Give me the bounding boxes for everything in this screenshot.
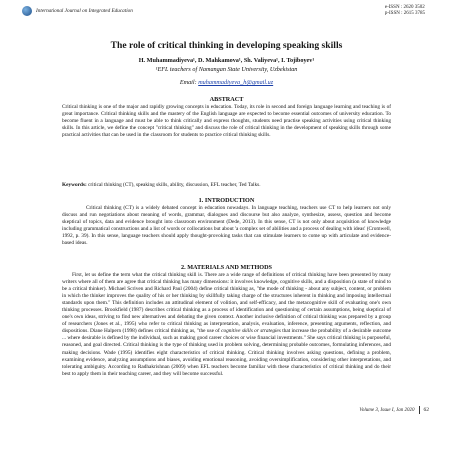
author-affiliation: ¹EFL teachers of Namangan State University, Uzbekistan	[155, 66, 298, 73]
methods-text	[62, 272, 391, 378]
introduction-text: Critical thinking (CT) is a widely debated concept in education nowadays. In language teaching, teachers use CT to help learners not only discuss and run negotiations about meaning of words, grammar, dialogues and discourse but also analyze, synthesize, assess, question and become skeptical of topics, data and evidence brought into classroom environment (Dede, 2013). In this sense, CT is not only about acquisition of knowledge including grammatical constructions and a list of words or collocations but about 'a complex set of abilities and a process of dealing with ideas' (Cromwell, 1992, p. 39). In this sense, language teachers should apply thought-provoking tasks that can stimulate learners to come up with articulate and evidence-based ideas.	[62, 205, 391, 247]
methods-text-emphasis: cognitive skills or strategies	[221, 328, 281, 335]
email-label: Email:	[179, 79, 197, 86]
page-number: 62	[423, 407, 429, 413]
methods-text-part-a: First, let us define the term what the critical thinking skill is. There are a wide range of definitions of critical thinking have been presented by many writers where all of them are agree that critical thinking has many dimensions: it involves knowledge, cognitive skills, and a disposition (a state of mind to be a critical thinker). Michael Scriven and Richard Paul (2004) define critical thinking as, "the mode of thinking - about any subject, content, or problem in which the thinker improves the quality of his or her thinking by skillfully taking charge of the structures inherent in thinking and imposing intellectual standards upon them." This definition includes an attitudinal element of volition, and self-efficacy, and the metacognitive skill of evaluating one's own thinking processes. Brookfield (1987) describes critical thinking as a process of identification and questioning of certain assumptions, being skeptical of one's own ideas, striving to find new alternatives and debating the given context. Another inclusive definition of critical thinking was prepared by a group of researchers (Jones et al., 1995) who refer to critical thinking as interpretation, analysis, evaluation, inference, presenting arguments, reflection, and dispositions. Diane Halpern (1998) defines critical thinking as, "the use of	[62, 272, 391, 335]
eissn: e-ISSN : 2620 3502	[384, 5, 425, 10]
methods-heading: 2. MATERIALS AND METHODS	[181, 264, 272, 271]
keywords-label: Keywords:	[62, 182, 87, 188]
keywords-line	[62, 182, 391, 189]
journal-header	[22, 6, 133, 16]
pissn: p-ISSN : 2615 3785	[384, 11, 425, 16]
email-link[interactable]: muhammadiyeva_h@gmail.uz	[198, 79, 274, 86]
page-footer	[359, 406, 429, 414]
abstract-text	[62, 104, 391, 139]
methods-text-part-b: that increase the probability of a desirable outcome ... where desirable is defined by the individual, such as making good career choices or wise financial investments." She says critical thinking is purposeful, reasoned, and goal directed. Critical thinking is the type of thinking used in problem solving, determining probable outcomes, formulating inferences, and making decisions. Wade (1995) identifies eight characteristics of critical thinking. Critical thinking involves asking questions, defining a problem, examining evidence, analyzing assumptions and biases, avoiding emotional reasoning, avoiding oversimplification, considering other interpretations, and tolerating ambiguity. According to Radhakrishnan (2009) when EFL teachers become familiar with these characteristics of critical thinking and do their best to apply them in their teaching career, and they will become successful.	[62, 328, 391, 377]
journal-logo-icon	[22, 6, 32, 16]
email-line	[0, 79, 453, 86]
abstract-heading: ABSTRACT	[209, 96, 244, 103]
footer-divider	[419, 406, 420, 414]
abstract-body: Critical thinking is one of the major and rapidly growing concepts in education. Today, its role in second and foreign language learning and teaching is of great importance. Critical thinking skills and the mastery of the English language are expected to become essential outcomes of university education. To become fluent in a language and must be able to think critically and express thoughts, students need practise speaking activities using critical thinking skills. In this article, we define the concept "critical thinking" and discuss the role of critical thinking in the development of speaking skills through some practical activities that can be used in the classroom for students to practice critical thinking skills.	[62, 104, 391, 139]
introduction-heading: 1. INTRODUCTION	[198, 197, 255, 204]
keywords-text: critical thinking (CT), speaking skills, ability, discussion, EFL teacher, Ted Talks.	[88, 182, 261, 188]
volume-info: Volume 3, Issue I, Jan 2020	[359, 407, 415, 413]
paper-authors: H. Muhammadiyeva¹, D. Mahkamova¹, Sh. Valiyeva¹, I. Tojiboyev¹	[138, 57, 315, 64]
journal-name: International Journal on Integrated Education	[36, 8, 133, 14]
issn-block	[385, 5, 425, 17]
paper-title: The role of critical thinking in developing speaking skills	[110, 40, 343, 51]
